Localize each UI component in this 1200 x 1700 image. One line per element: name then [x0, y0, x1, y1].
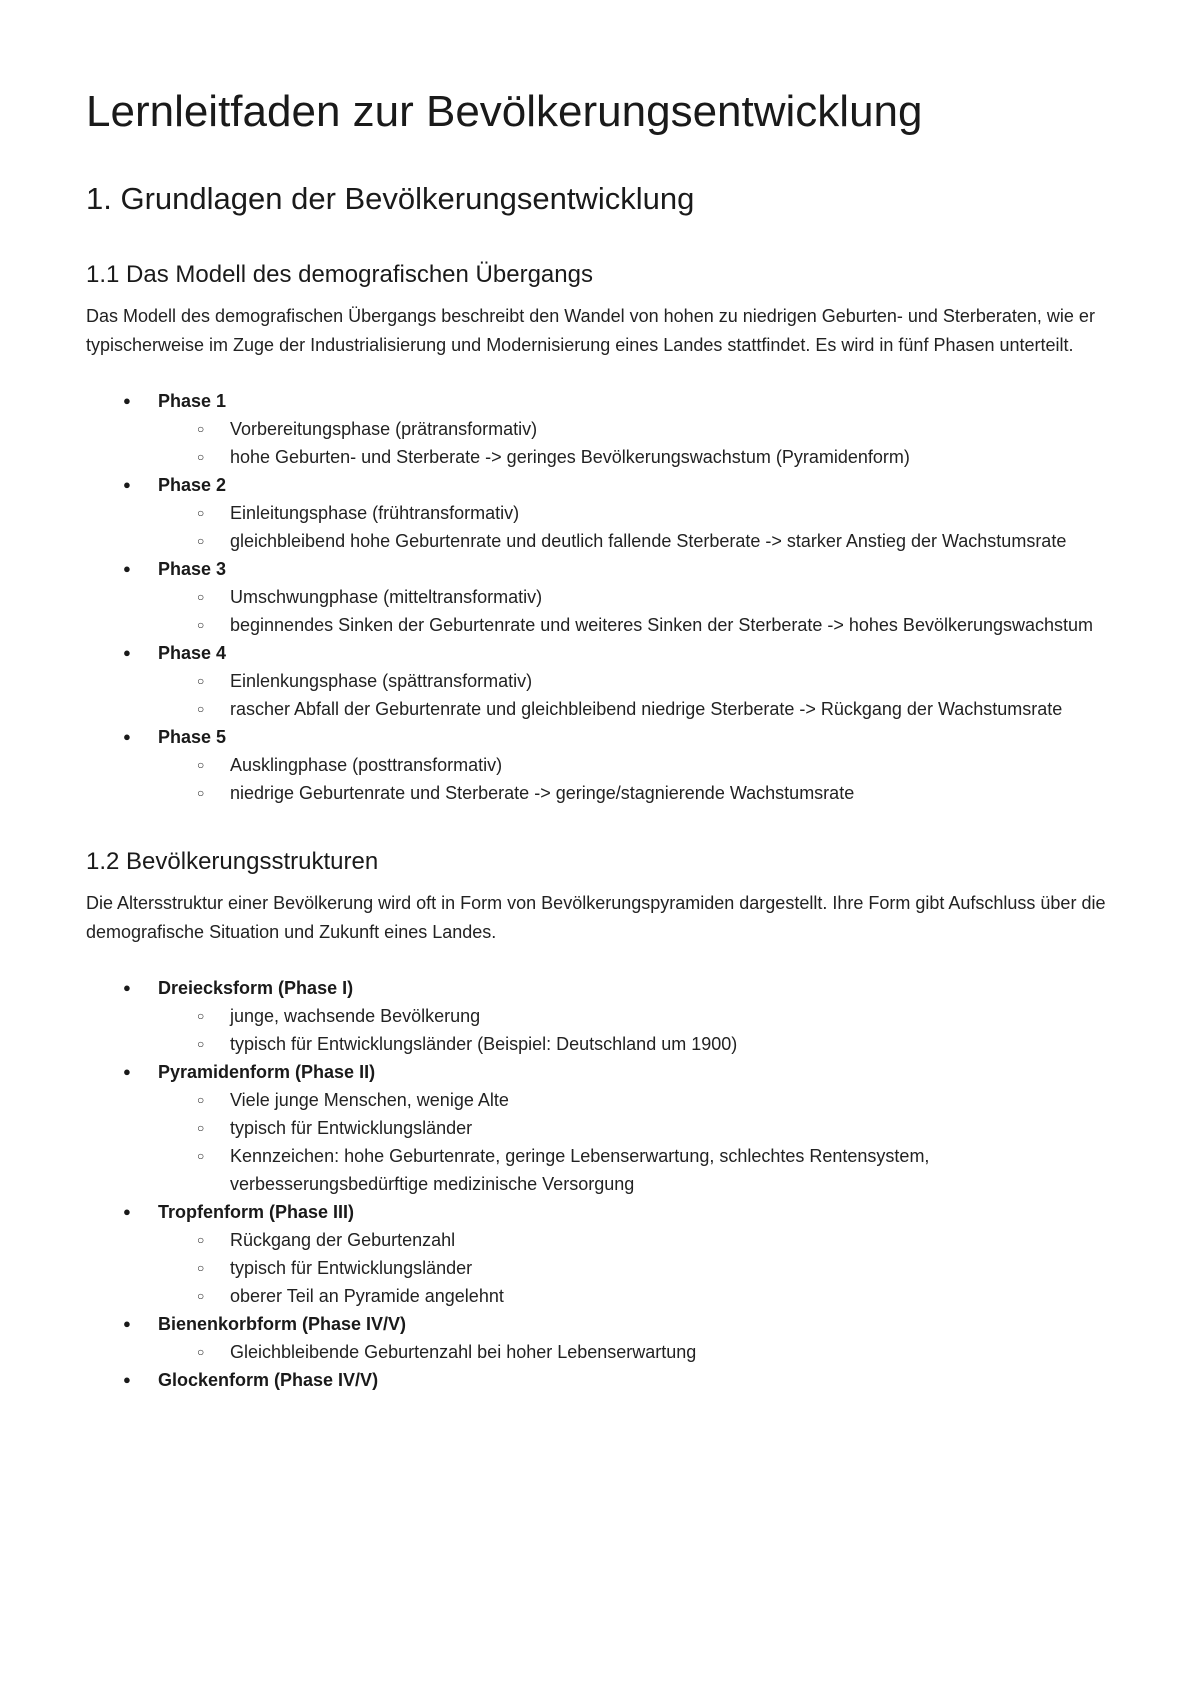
sub-list-item: ○ oberer Teil an Pyramide angelehnt [230, 1282, 1120, 1310]
form-label: ● Tropfenform (Phase III) [158, 1198, 1120, 1226]
form-label: ● Pyramidenform (Phase II) [158, 1058, 1120, 1086]
sub-list-item: ○ Ausklingphase (posttransformativ) [230, 751, 1120, 779]
list-item [158, 1058, 1120, 1198]
intro-paragraph-demografischer-uebergang: Das Modell des demografischen Übergangs beschreibt den Wandel von hohen zu niedrigen Geburten- und Sterberaten, wie er typischerweise im Zuge der Industrialisierung und Modernisierung eines Landes stattfindet. Es wird in fünf Phasen unterteilt. [86, 306, 1095, 355]
form-label: ● Bienenkorbform (Phase IV/V) [158, 1310, 1120, 1338]
form-list [86, 974, 1120, 1394]
form-label: ● Dreiecksform (Phase I) [158, 974, 1120, 1002]
phase-label: ● Phase 3 [158, 555, 1120, 583]
subsection-heading-demografischer-uebergang: 1.1 Das Modell des demografischen Übergangs [86, 261, 593, 288]
sub-list [158, 499, 1120, 555]
section-heading-grundlagen: 1. Grundlagen der Bevölkerungsentwicklung [86, 181, 695, 216]
phase-label: ● Phase 4 [158, 639, 1120, 667]
list-item [158, 471, 1120, 555]
sub-list [158, 1226, 1120, 1310]
sub-list-item: ○ Einlenkungsphase (spättransformativ) [230, 667, 1120, 695]
form-label: ● Glockenform (Phase IV/V) [158, 1366, 1120, 1394]
sub-list-item: ○ hohe Geburten- und Sterberate -> geringes Bevölkerungswachstum (Pyramidenform) [230, 443, 1120, 471]
list-item [158, 1198, 1120, 1310]
sub-list-item: ○ Umschwungphase (mitteltransformativ) [230, 583, 1120, 611]
sub-list [158, 667, 1120, 723]
sub-list-item: ○ beginnendes Sinken der Geburtenrate und weiteres Sinken der Sterberate -> hohes Bevölkerungswachstum [230, 611, 1120, 639]
sub-list-item: ○ Kennzeichen: hohe Geburtenrate, geringe Lebenserwartung, schlechtes Rentensystem, verbesserungsbedürftige medizinische Versorgung [230, 1142, 1120, 1198]
list-item [158, 1310, 1120, 1366]
sub-list-item: ○ rascher Abfall der Geburtenrate und gleichbleibend niedrige Sterberate -> Rückgang der Wachstumsrate [230, 695, 1120, 723]
sub-list-item: ○ gleichbleibend hohe Geburtenrate und deutlich fallende Sterberate -> starker Anstieg der Wachstumsrate [230, 527, 1120, 555]
sub-list [158, 1002, 1120, 1058]
sub-list [158, 415, 1120, 471]
sub-list [158, 1086, 1120, 1198]
sub-list-item: ○ junge, wachsende Bevölkerung [230, 1002, 1120, 1030]
sub-list [158, 1338, 1120, 1366]
list-item [158, 555, 1120, 639]
sub-list-item: ○ Rückgang der Geburtenzahl [230, 1226, 1120, 1254]
sub-list-item: ○ typisch für Entwicklungsländer (Beispiel: Deutschland um 1900) [230, 1030, 1120, 1058]
list-item [158, 723, 1120, 807]
list-item [158, 1366, 1120, 1394]
sub-list-item: ○ Vorbereitungsphase (prätransformativ) [230, 415, 1120, 443]
sub-list-item: ○ typisch für Entwicklungsländer [230, 1254, 1120, 1282]
sub-list [158, 751, 1120, 807]
subsection-heading-bevoelkerungsstrukturen: 1.2 Bevölkerungsstrukturen [86, 848, 379, 875]
phase-label: ● Phase 5 [158, 723, 1120, 751]
sub-list-item: ○ Einleitungsphase (frühtransformativ) [230, 499, 1120, 527]
list-item [158, 387, 1120, 471]
phase-label: ● Phase 2 [158, 471, 1120, 499]
list-item [158, 639, 1120, 723]
sub-list-item: ○ niedrige Geburtenrate und Sterberate -> geringe/stagnierende Wachstumsrate [230, 779, 1120, 807]
phase-label: ● Phase 1 [158, 387, 1120, 415]
sub-list-item: ○ Gleichbleibende Geburtenzahl bei hoher Lebenserwartung [230, 1338, 1120, 1366]
sub-list-item: ○ Viele junge Menschen, wenige Alte [230, 1086, 1120, 1114]
document-title: Lernleitfaden zur Bevölkerungsentwicklung [86, 87, 923, 136]
sub-list-item: ○ typisch für Entwicklungsländer [230, 1114, 1120, 1142]
subsection-bevoelkerungsstrukturen [86, 847, 1120, 1394]
sub-list [158, 583, 1120, 639]
intro-paragraph-bevoelkerungsstrukturen: Die Altersstruktur einer Bevölkerung wird oft in Form von Bevölkerungspyramiden dargestellt. Ihre Form gibt Aufschluss über die demografische Situation und Zukunft eines Landes. [86, 893, 1106, 942]
phase-list [86, 387, 1120, 807]
list-item [158, 974, 1120, 1058]
